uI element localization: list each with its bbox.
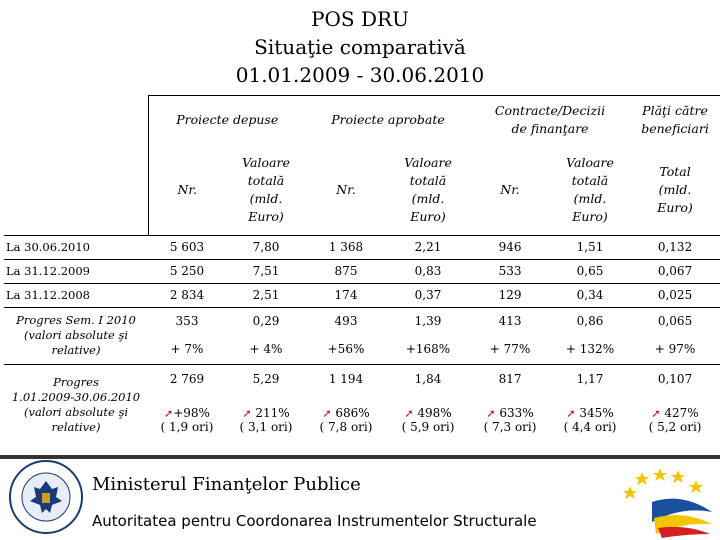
cell: 129: [470, 283, 550, 307]
progres-total-l4: relative): [51, 420, 101, 435]
cell: 2,51: [226, 283, 306, 307]
cell: 7,80: [226, 235, 306, 259]
progres-total-l2: 1.01.2009-30.06.2010: [11, 390, 141, 405]
cell: 0,107: [630, 364, 720, 394]
valoare-l3: (mld.: [249, 190, 283, 206]
up-arrow-icon: ➚: [651, 407, 661, 420]
cell: 0,025: [630, 283, 720, 307]
cell: 5,29: [226, 364, 306, 394]
gain-times: 7,8 ori): [328, 420, 373, 434]
gain-cell: ➚ 211% ( 3,1 ori): [239, 406, 293, 434]
cell: 0,132: [630, 235, 720, 259]
ministry-seal-logo: [6, 455, 86, 535]
cell: 817: [470, 364, 550, 394]
cell: 0,065: [630, 307, 720, 334]
row-label: La 31.12.2009: [4, 259, 148, 283]
valoare-l1: Valoare: [566, 154, 614, 170]
valoare-l3: (mld.: [411, 190, 445, 206]
gain-cell: ➚ 345% ( 4,4 ori): [563, 406, 617, 434]
cell: 7,51: [226, 259, 306, 283]
progres-total-l3: (valori absolute şi: [23, 405, 129, 420]
cell: 353: [148, 307, 226, 334]
progres-total-label: [4, 364, 148, 446]
total-l1: Total: [659, 163, 691, 179]
cell: 5 603: [148, 235, 226, 259]
valoare-l1: Valoare: [404, 154, 452, 170]
valoare-l4: Euro): [248, 208, 284, 224]
subheader-nr: Nr.: [336, 181, 356, 197]
title-line-1: POS DRU: [311, 7, 409, 31]
gain-times: 5,9 ori): [410, 420, 455, 434]
gain-pct: 345%: [579, 406, 614, 420]
cell: 533: [470, 259, 550, 283]
corner-cell-2: [4, 145, 148, 235]
gain-pct: 686%: [335, 406, 370, 420]
cell: 493: [306, 307, 386, 334]
gain-times: 5,2 ori): [657, 420, 702, 434]
title-line-3: 01.01.2009 - 30.06.2010: [235, 63, 485, 87]
gain-times: 7,3 ori): [492, 420, 537, 434]
header-contracte: [470, 95, 630, 145]
gain-pct: 633%: [499, 406, 534, 420]
cell: 413: [470, 307, 550, 334]
cell: + 77%: [489, 341, 531, 356]
subheader-total: [630, 145, 720, 235]
cell: 0,83: [386, 259, 470, 283]
up-arrow-icon: ➚: [566, 407, 576, 420]
cell: 0,067: [630, 259, 720, 283]
gain-cell: ➚ 498% ( 5,9 ori): [401, 406, 455, 434]
up-arrow-icon: ➚: [486, 407, 496, 420]
corner-cell: [4, 95, 148, 145]
header-plati-l1: Plăţi către: [642, 103, 708, 118]
valoare-l4: Euro): [410, 208, 446, 224]
cell: + 4%: [249, 341, 283, 356]
cell: +168%: [405, 341, 451, 356]
header-aprobate: Proiecte aprobate: [331, 112, 445, 127]
gain-times: 1,9 ori): [169, 420, 214, 434]
cell: 0,86: [550, 307, 630, 334]
ministry-name: Ministerul Finanţelor Publice: [92, 474, 361, 495]
cell: + 132%: [565, 341, 615, 356]
cell: 2 834: [148, 283, 226, 307]
gain-pct: 498%: [417, 406, 452, 420]
authority-name: Autoritatea pentru Coordonarea Instrumentelor Structurale: [92, 512, 537, 530]
cell: 875: [306, 259, 386, 283]
up-arrow-icon: ➚: [404, 407, 414, 420]
header-contracte-l1: Contracte/Decizii: [494, 103, 606, 118]
cell: 1,84: [386, 364, 470, 394]
valoare-l2: totală: [571, 172, 609, 188]
subheader-valoare: [226, 145, 306, 235]
valoare-l2: totală: [409, 172, 447, 188]
gain-pct: 211%: [255, 406, 290, 420]
cell: 0,29: [226, 307, 306, 334]
cell: 0,65: [550, 259, 630, 283]
subheader-nr: Nr.: [148, 145, 226, 235]
header-plati-l2: beneficiari: [641, 121, 709, 136]
comparison-table: [4, 95, 720, 446]
cell: 174: [306, 283, 386, 307]
footer-divider: [0, 455, 720, 459]
progres-total-l1: Progres: [53, 375, 99, 390]
gain-cell: ➚ 686% ( 7,8 ori): [319, 406, 373, 434]
row-label: La 30.06.2010: [4, 235, 148, 259]
cell: 946: [470, 235, 550, 259]
gain-times: 4,4 ori): [572, 420, 617, 434]
cell: 2,21: [386, 235, 470, 259]
cell: 1,51: [550, 235, 630, 259]
cell: +56%: [327, 341, 365, 356]
cell: 2 769: [148, 364, 226, 394]
cell: 1,17: [550, 364, 630, 394]
up-arrow-icon: ➚: [242, 407, 252, 420]
header-depuse: Proiecte depuse: [148, 95, 306, 145]
progres-sem-label: [4, 307, 148, 364]
valoare-l2: totală: [247, 172, 285, 188]
row-label: La 31.12.2008: [4, 283, 148, 307]
total-l2: (mld.: [658, 181, 692, 197]
subheader-valoare: [386, 145, 470, 235]
cell: 0,34: [550, 283, 630, 307]
valoare-l1: Valoare: [242, 154, 290, 170]
eu-structural-funds-logo: [612, 462, 716, 538]
subheader-nr: Nr.: [500, 181, 520, 197]
gain-pct: +98%: [173, 406, 210, 420]
header-plati: [630, 95, 720, 145]
valoare-l3: (mld.: [573, 190, 607, 206]
title-line-2: Situaţie comparativă: [254, 35, 466, 59]
header-contracte-l2: de finanţare: [511, 121, 589, 136]
cell: 5 250: [148, 259, 226, 283]
gain-cell: ➚+98% ( 1,9 ori): [160, 406, 214, 434]
up-arrow-icon: ➚: [164, 407, 174, 420]
progres-sem-l2: (valori absolute şi: [23, 328, 129, 342]
cell: + 97%: [654, 341, 696, 356]
cell: + 7%: [170, 341, 204, 356]
gain-times: 3,1 ori): [248, 420, 293, 434]
up-arrow-icon: ➚: [322, 407, 332, 420]
cell: 1,39: [386, 307, 470, 334]
valoare-l4: Euro): [572, 208, 608, 224]
gain-cell: ➚ 633% ( 7,3 ori): [483, 406, 537, 434]
subheader-valoare: [550, 145, 630, 235]
cell: 1 368: [306, 235, 386, 259]
gain-pct: 427%: [664, 406, 699, 420]
progres-sem-l1: Progres Sem. I 2010: [16, 313, 136, 327]
total-l3: Euro): [657, 199, 693, 215]
progres-sem-l3: relative): [51, 343, 101, 357]
cell: 1 194: [306, 364, 386, 394]
gain-cell: ➚ 427% ( 5,2 ori): [648, 406, 702, 434]
cell: 0,37: [386, 283, 470, 307]
